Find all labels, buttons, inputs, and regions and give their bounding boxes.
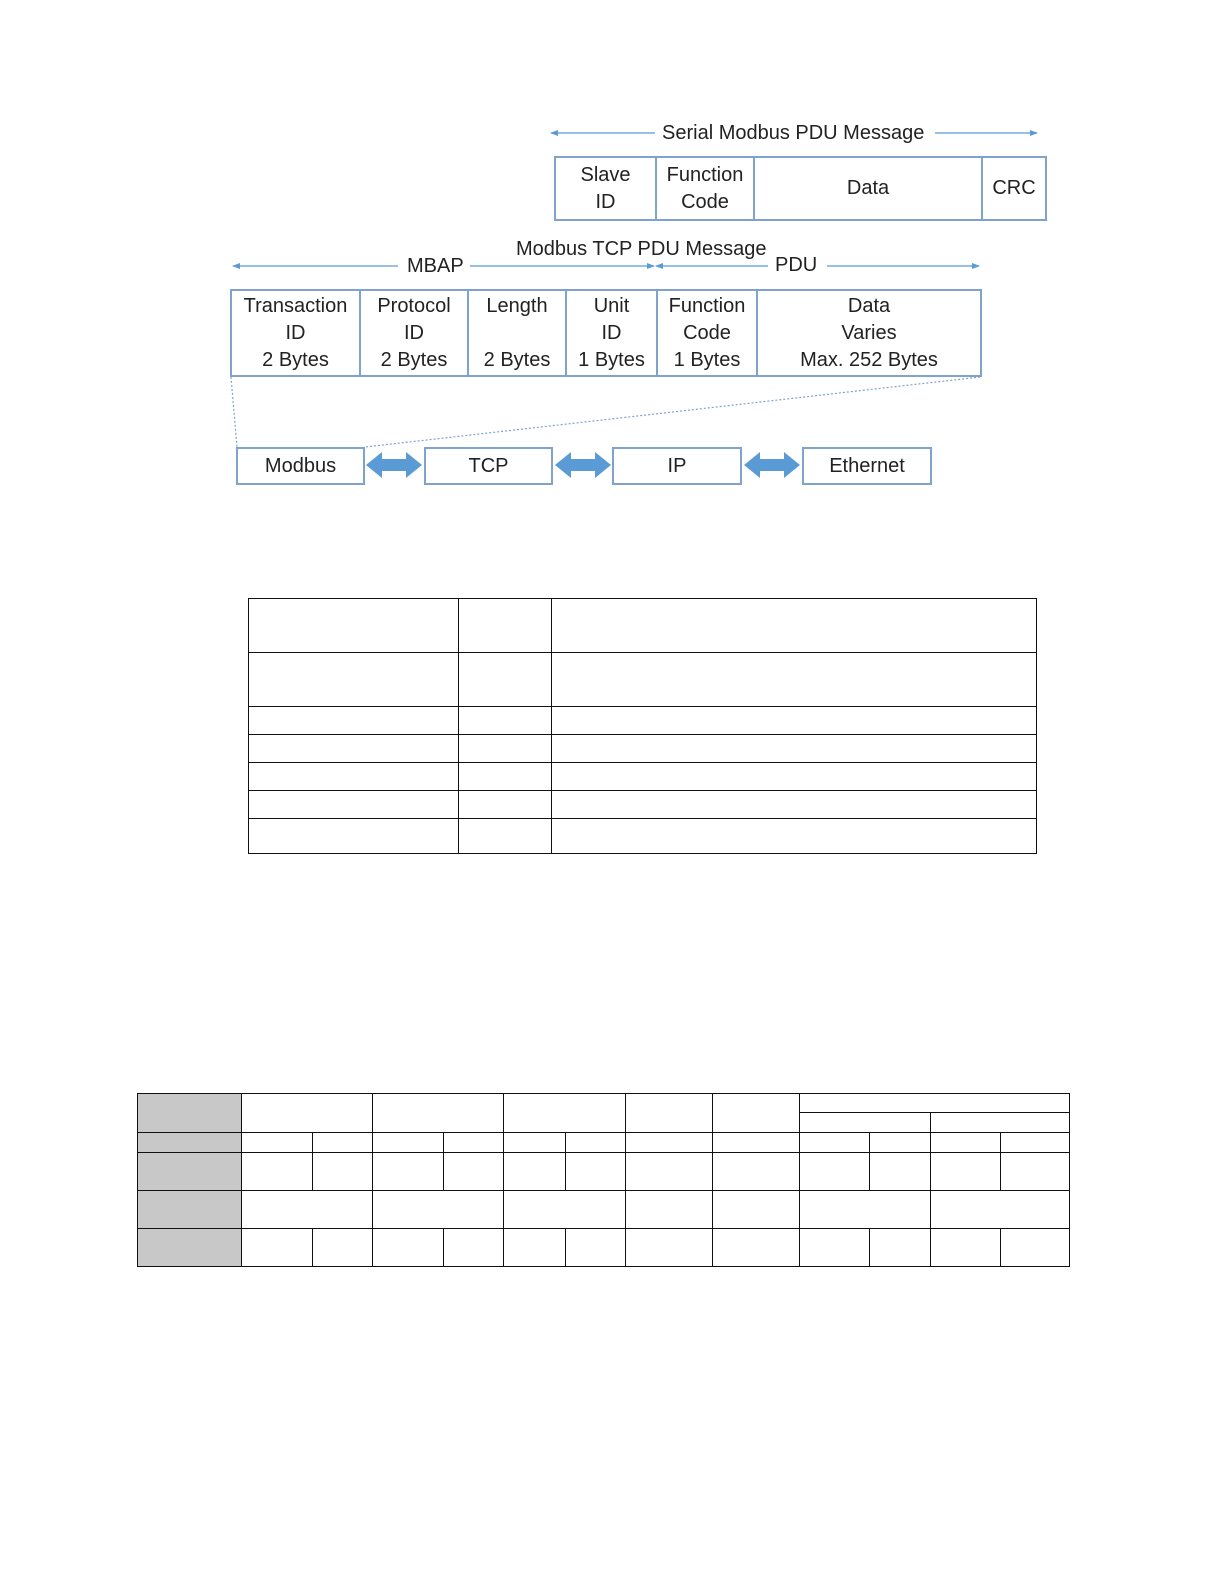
tcp-field-function-code: Function Code 1 Bytes [656, 291, 756, 375]
tcp-field-transaction-id: Transaction ID 2 Bytes [243, 294, 348, 371]
empty-table-byte-layout [137, 1093, 1070, 1267]
table-row [249, 707, 1037, 735]
table-row [249, 735, 1037, 763]
tcp-field-length: Length 2 Bytes [467, 291, 565, 375]
serial-frame [554, 156, 1047, 221]
double-arrow-icon [744, 452, 800, 478]
serial-field-data: Data [753, 158, 981, 219]
table-row [138, 1229, 1070, 1267]
zoom-line-left [231, 377, 237, 447]
serial-message-title: Serial Modbus PDU Message [656, 121, 930, 145]
table-row [249, 599, 1037, 653]
table-row [249, 819, 1037, 854]
modbus-frame-diagram [0, 0, 1224, 520]
empty-table-mbap-fields [248, 598, 1037, 854]
tcp-field-protocol-id: Protocol ID 2 Bytes [359, 291, 467, 375]
pdu-label: PDU [769, 253, 823, 277]
serial-field-slave-id: Slave ID [580, 163, 631, 213]
double-arrow-icon [555, 452, 611, 478]
table-row [138, 1094, 1070, 1113]
stack-layer-modbus: Modbus [236, 447, 365, 485]
stack-layer-ethernet: Ethernet [802, 447, 932, 485]
table-row [249, 791, 1037, 819]
stack-layer-ip: IP [612, 447, 742, 485]
table-row [249, 763, 1037, 791]
table-row [138, 1133, 1070, 1153]
stack-layer-tcp: TCP [424, 447, 553, 485]
table-row [138, 1191, 1070, 1229]
double-arrow-icon [366, 452, 422, 478]
table-row [138, 1153, 1070, 1191]
table-row [249, 653, 1037, 707]
zoom-line-right [365, 377, 980, 447]
serial-field-function-code: Function Code [655, 158, 753, 219]
mbap-label: MBAP [401, 254, 470, 278]
tcp-field-data: Data Varies Max. 252 Bytes [756, 291, 980, 375]
tcp-message-title: Modbus TCP PDU Message [516, 238, 767, 260]
serial-field-crc: CRC [981, 158, 1045, 219]
tcp-frame [230, 289, 982, 377]
tcp-field-unit-id: Unit ID 1 Bytes [565, 291, 656, 375]
